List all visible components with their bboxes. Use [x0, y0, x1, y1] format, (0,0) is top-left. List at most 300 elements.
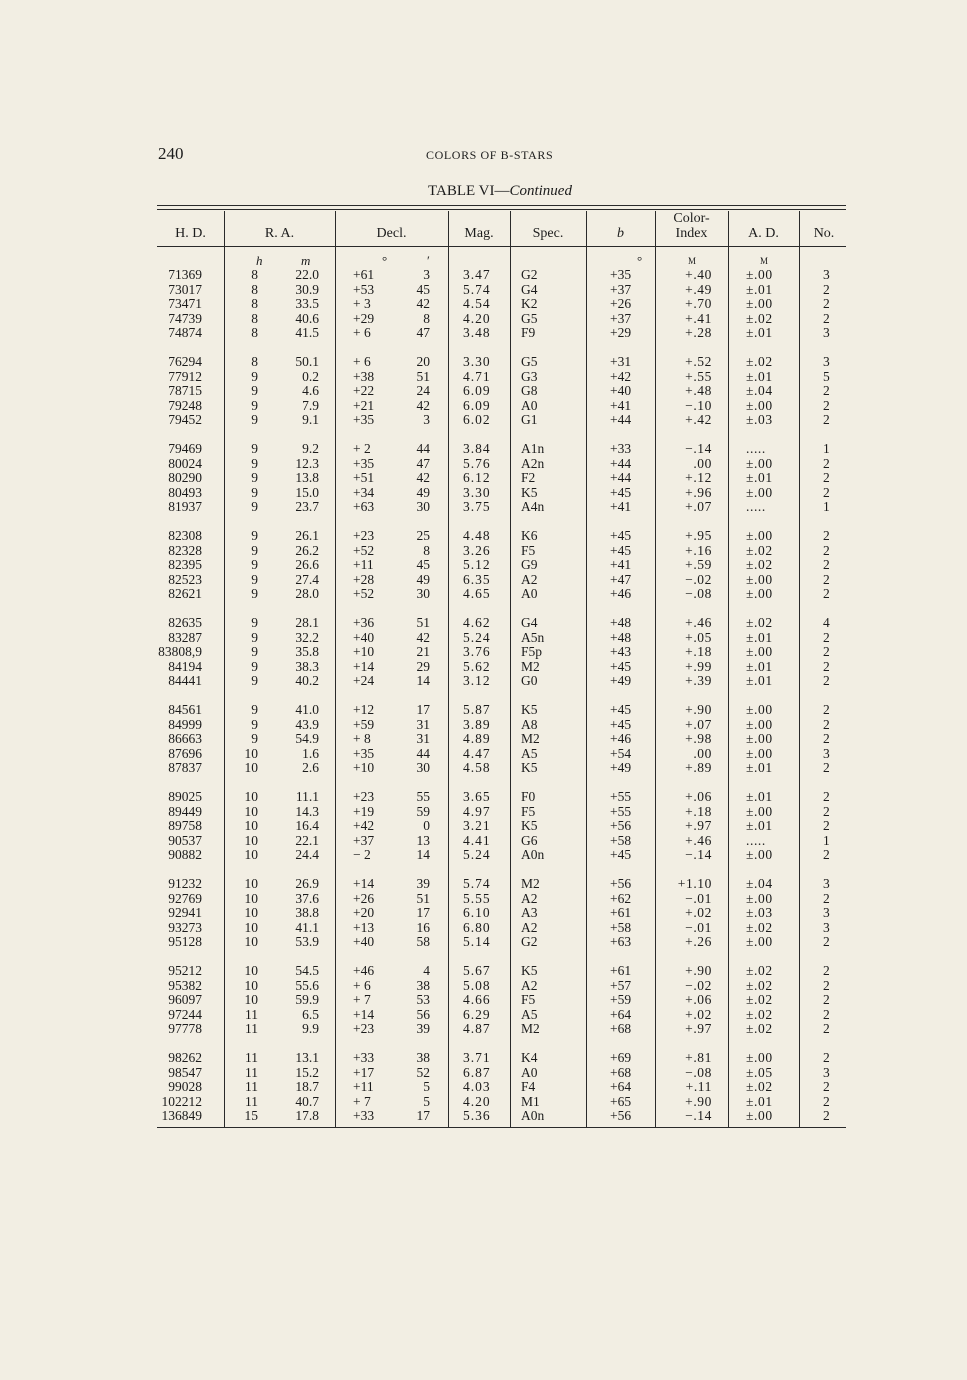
- mag-cell: 3.26: [463, 542, 491, 558]
- decl-degrees-cell: +14: [353, 1006, 375, 1022]
- galactic-latitude-cell: +37: [610, 281, 632, 297]
- decl-degrees-cell: + 6: [353, 325, 371, 340]
- ad-cell: ±.02: [746, 615, 773, 630]
- count-cell: 2: [823, 716, 830, 732]
- spec-cell: A5: [521, 745, 538, 761]
- count-cell: 2: [823, 731, 830, 746]
- mag-cell: 5.74: [463, 281, 491, 297]
- ra-minutes-cell: 53.9: [295, 934, 319, 949]
- galactic-latitude-cell: +45: [610, 716, 632, 732]
- decl-arcmin-cell: 21: [416, 644, 430, 659]
- ad-cell: ±.00: [746, 528, 773, 543]
- hd-cell: 99028: [168, 1079, 202, 1094]
- decl-degrees-cell: +42: [353, 818, 375, 833]
- galactic-latitude-cell: +41: [610, 499, 632, 514]
- table-row: [0, 964, 967, 979]
- spec-cell: A5: [521, 1006, 538, 1022]
- ra-hours-cell: 9: [251, 557, 258, 572]
- decl-degrees-cell: +23: [353, 1021, 375, 1036]
- ra-hours-cell: 10: [244, 876, 258, 891]
- hd-cell: 98547: [168, 1064, 202, 1080]
- spec-cell: A2: [521, 571, 538, 587]
- ad-cell: ±.02: [746, 354, 773, 369]
- color-index-cell: −.10: [685, 397, 712, 413]
- ra-hours-cell: 9: [251, 470, 258, 485]
- galactic-latitude-cell: +58: [610, 832, 632, 848]
- hd-cell: 97244: [168, 1006, 202, 1022]
- decl-degrees-cell: +35: [353, 745, 375, 761]
- galactic-latitude-cell: +61: [610, 963, 632, 978]
- spec-cell: A8: [521, 716, 538, 732]
- ra-minutes-cell: 9.9: [302, 1021, 319, 1036]
- ra-minutes-cell: 32.2: [295, 629, 319, 645]
- ra-hours-cell: 8: [251, 310, 258, 326]
- count-cell: 2: [823, 1006, 830, 1022]
- ra-hours-cell: 10: [244, 803, 258, 819]
- color-index-cell: −.01: [685, 919, 712, 935]
- color-index-cell: +.02: [685, 905, 712, 920]
- spec-cell: A0n: [521, 847, 545, 862]
- decl-arcmin-cell: 51: [416, 615, 430, 630]
- galactic-latitude-cell: +35: [610, 267, 632, 282]
- ra-minutes-cell: 33.5: [295, 296, 319, 311]
- ad-cell: ±.01: [746, 760, 773, 775]
- color-index-cell: +.11: [685, 1079, 712, 1094]
- decl-degrees-cell: +36: [353, 615, 375, 630]
- ra-minutes-cell: 50.1: [295, 354, 319, 369]
- ad-cell: ±.00: [746, 731, 773, 746]
- decl-arcmin-cell: 44: [416, 745, 430, 761]
- color-index-cell: +.89: [685, 760, 712, 775]
- table-title-continued: Continued: [509, 183, 572, 199]
- count-cell: 2: [823, 1079, 830, 1094]
- count-cell: 2: [823, 629, 830, 645]
- color-index-cell: +.16: [685, 542, 712, 558]
- galactic-latitude-cell: +48: [610, 629, 632, 645]
- galactic-latitude-cell: +64: [610, 1079, 632, 1094]
- ra-minutes-cell: 1.6: [302, 745, 319, 761]
- ra-hours-cell: 9: [251, 615, 258, 630]
- decl-degrees-cell: +52: [353, 586, 375, 601]
- ra-minutes-cell: 55.6: [295, 977, 319, 993]
- table-row: [0, 370, 967, 385]
- ra-hours-cell: 9: [251, 702, 258, 717]
- count-cell: 3: [823, 1064, 830, 1080]
- ra-hours-cell: 9: [251, 716, 258, 732]
- decl-arcmin-cell: 39: [416, 876, 430, 891]
- table-row: [0, 1051, 967, 1066]
- hd-cell: 92769: [168, 890, 202, 906]
- spec-cell: A3: [521, 905, 538, 920]
- ad-cell: .....: [746, 832, 766, 848]
- ad-cell: ±.00: [746, 644, 773, 659]
- decl-arcmin-cell: 25: [416, 528, 430, 543]
- count-cell: 2: [823, 1093, 830, 1109]
- decl-degrees-cell: − 2: [353, 847, 371, 862]
- ra-minutes-cell: 26.2: [295, 542, 319, 558]
- color-index-cell: +.81: [685, 1050, 712, 1065]
- color-index-cell: +.59: [685, 557, 712, 572]
- decl-arcmin-cell: 51: [416, 368, 430, 384]
- color-index-cell: −.01: [685, 890, 712, 906]
- decl-arcmin-cell: 3: [423, 412, 430, 427]
- color-index-cell: +.70: [685, 296, 712, 311]
- ad-cell: ±.03: [746, 412, 773, 427]
- table-row: [0, 413, 967, 428]
- spec-cell: A1n: [521, 441, 545, 456]
- count-cell: 2: [823, 470, 830, 485]
- spec-cell: M1: [521, 1093, 540, 1109]
- galactic-latitude-cell: +47: [610, 571, 632, 587]
- mag-cell: 5.14: [463, 934, 491, 949]
- hd-cell: 95212: [168, 963, 202, 978]
- spec-cell: G8: [521, 383, 538, 398]
- decl-degrees-cell: +34: [353, 484, 375, 500]
- spec-cell: F0: [521, 789, 536, 804]
- hd-cell: 136849: [161, 1108, 202, 1123]
- galactic-latitude-cell: +49: [610, 673, 632, 688]
- ad-cell: ±.01: [746, 818, 773, 833]
- color-index-cell: −.02: [685, 977, 712, 993]
- mag-cell: 4.58: [463, 760, 491, 775]
- color-index-cell: .00: [693, 455, 712, 471]
- galactic-latitude-cell: +48: [610, 615, 632, 630]
- color-index-cell: +.05: [685, 629, 712, 645]
- count-cell: 3: [823, 325, 830, 340]
- unit-hours: h: [256, 253, 263, 268]
- header-decl: Decl.: [376, 226, 407, 241]
- galactic-latitude-cell: +45: [610, 528, 632, 543]
- spec-cell: F5p: [521, 644, 543, 659]
- decl-arcmin-cell: 30: [416, 760, 430, 775]
- count-cell: 2: [823, 977, 830, 993]
- hd-cell: 92941: [168, 905, 202, 920]
- decl-arcmin-cell: 8: [423, 542, 430, 558]
- color-index-cell: −.14: [685, 847, 712, 862]
- spec-cell: F9: [521, 325, 536, 340]
- galactic-latitude-cell: +61: [610, 905, 632, 920]
- ra-hours-cell: 10: [244, 905, 258, 920]
- hd-cell: 90537: [168, 832, 202, 848]
- mag-cell: 3.47: [463, 267, 491, 282]
- color-index-cell: +.96: [685, 484, 712, 500]
- ra-hours-cell: 9: [251, 484, 258, 500]
- count-cell: 2: [823, 934, 830, 949]
- color-index-cell: +.97: [685, 818, 712, 833]
- decl-arcmin-cell: 44: [416, 441, 430, 456]
- count-cell: 3: [823, 267, 830, 282]
- decl-degrees-cell: + 8: [353, 731, 371, 746]
- spec-cell: K5: [521, 963, 538, 978]
- galactic-latitude-cell: +42: [610, 368, 632, 384]
- ra-minutes-cell: 15.0: [295, 484, 319, 500]
- ra-hours-cell: 10: [244, 992, 258, 1007]
- unit-b-degrees: °: [637, 253, 643, 268]
- decl-arcmin-cell: 16: [416, 919, 430, 935]
- hd-cell: 84561: [168, 702, 202, 717]
- decl-arcmin-cell: 55: [416, 789, 430, 804]
- color-index-cell: +.99: [685, 658, 712, 674]
- ra-minutes-cell: 16.4: [295, 818, 319, 833]
- mag-cell: 4.66: [463, 992, 491, 1007]
- unit-arcmin: ′: [427, 253, 430, 268]
- group-spacer: [0, 863, 967, 878]
- ad-cell: ±.02: [746, 919, 773, 935]
- galactic-latitude-cell: +57: [610, 977, 632, 993]
- count-cell: 3: [823, 745, 830, 761]
- count-cell: 2: [823, 658, 830, 674]
- mag-cell: 5.24: [463, 629, 491, 645]
- ra-hours-cell: 10: [244, 963, 258, 978]
- decl-arcmin-cell: 14: [416, 847, 430, 862]
- ad-cell: ±.00: [746, 745, 773, 761]
- ra-minutes-cell: 41.1: [295, 919, 319, 935]
- color-index-cell: +.18: [685, 803, 712, 819]
- hd-cell: 83287: [168, 629, 202, 645]
- ra-hours-cell: 11: [245, 1093, 258, 1109]
- spec-cell: G5: [521, 354, 538, 369]
- table-row: [0, 877, 967, 892]
- ad-cell: ±.02: [746, 310, 773, 326]
- color-index-cell: −.08: [685, 1064, 712, 1080]
- mag-cell: 5.55: [463, 890, 491, 906]
- count-cell: 2: [823, 557, 830, 572]
- mag-cell: 4.71: [463, 368, 491, 384]
- decl-arcmin-cell: 17: [416, 905, 430, 920]
- group-spacer: [0, 602, 967, 617]
- galactic-latitude-cell: +45: [610, 658, 632, 674]
- decl-arcmin-cell: 42: [416, 397, 430, 413]
- spec-cell: A2: [521, 919, 538, 935]
- spec-cell: G4: [521, 281, 538, 297]
- group-spacer: [0, 428, 967, 443]
- table-row: [0, 747, 967, 762]
- decl-arcmin-cell: 56: [416, 1006, 430, 1022]
- ra-minutes-cell: 9.2: [302, 441, 319, 456]
- decl-degrees-cell: +37: [353, 832, 375, 848]
- color-index-cell: +.52: [685, 354, 712, 369]
- count-cell: 2: [823, 760, 830, 775]
- galactic-latitude-cell: +69: [610, 1050, 632, 1065]
- mag-cell: 5.12: [463, 557, 491, 572]
- galactic-latitude-cell: +31: [610, 354, 632, 369]
- table-row: [0, 297, 967, 312]
- ra-hours-cell: 11: [245, 1021, 258, 1036]
- count-cell: 2: [823, 484, 830, 500]
- ad-cell: .....: [746, 499, 766, 514]
- hd-cell: 71369: [168, 267, 202, 282]
- decl-degrees-cell: +40: [353, 934, 375, 949]
- ra-hours-cell: 9: [251, 571, 258, 587]
- decl-arcmin-cell: 29: [416, 658, 430, 674]
- mag-cell: 3.48: [463, 325, 491, 340]
- count-cell: 2: [823, 1108, 830, 1123]
- decl-degrees-cell: +14: [353, 876, 375, 891]
- hd-cell: 79248: [168, 397, 202, 413]
- mag-cell: 3.71: [463, 1050, 491, 1065]
- ad-cell: ±.00: [746, 803, 773, 819]
- decl-arcmin-cell: 47: [416, 455, 430, 471]
- unit-degrees: °: [382, 253, 388, 268]
- ra-minutes-cell: 4.6: [302, 383, 319, 398]
- table-row: [0, 645, 967, 660]
- ad-cell: ±.01: [746, 629, 773, 645]
- running-head: COLORS OF B-STARS: [426, 148, 554, 162]
- color-index-cell: +.39: [685, 673, 712, 688]
- table-row: [0, 268, 967, 283]
- header-mag: Mag.: [464, 226, 494, 241]
- decl-degrees-cell: +14: [353, 658, 375, 674]
- decl-degrees-cell: +26: [353, 890, 375, 906]
- galactic-latitude-cell: +33: [610, 441, 632, 456]
- count-cell: 2: [823, 789, 830, 804]
- mag-cell: 4.87: [463, 1021, 491, 1036]
- ad-cell: ±.00: [746, 455, 773, 471]
- mag-cell: 5.74: [463, 876, 491, 891]
- ad-cell: ±.02: [746, 542, 773, 558]
- hd-cell: 79452: [168, 412, 202, 427]
- color-index-cell: +.26: [685, 934, 712, 949]
- hd-cell: 89758: [168, 818, 202, 833]
- color-index-cell: +.48: [685, 383, 712, 398]
- ra-hours-cell: 9: [251, 731, 258, 746]
- table-row: [0, 674, 967, 689]
- decl-arcmin-cell: 5: [423, 1079, 430, 1094]
- decl-degrees-cell: +17: [353, 1064, 375, 1080]
- bottom-rule: [157, 1127, 846, 1128]
- spec-cell: K5: [521, 702, 538, 717]
- ra-hours-cell: 10: [244, 919, 258, 935]
- header-color-index-2: Index: [675, 226, 708, 241]
- table-row: [0, 1080, 967, 1095]
- galactic-latitude-cell: +45: [610, 542, 632, 558]
- mag-cell: 6.12: [463, 470, 491, 485]
- ad-cell: ±.01: [746, 470, 773, 485]
- galactic-latitude-cell: +44: [610, 455, 632, 471]
- color-index-cell: +.49: [685, 281, 712, 297]
- ra-minutes-cell: 12.3: [295, 455, 319, 471]
- ra-hours-cell: 9: [251, 441, 258, 456]
- unit-minutes: m: [301, 253, 311, 268]
- spec-cell: G0: [521, 673, 538, 688]
- count-cell: 2: [823, 963, 830, 978]
- ra-minutes-cell: 43.9: [295, 716, 319, 732]
- ad-cell: ±.00: [746, 716, 773, 732]
- decl-degrees-cell: +10: [353, 644, 375, 659]
- hd-cell: 95128: [168, 934, 202, 949]
- color-index-cell: +.07: [685, 499, 712, 514]
- ra-hours-cell: 10: [244, 977, 258, 993]
- count-cell: 2: [823, 397, 830, 413]
- spec-cell: K5: [521, 818, 538, 833]
- header-color-index-1: Color-: [673, 211, 710, 226]
- count-cell: 4: [823, 615, 830, 630]
- count-cell: 2: [823, 803, 830, 819]
- spec-cell: K2: [521, 296, 538, 311]
- ra-hours-cell: 11: [245, 1006, 258, 1022]
- table-row: [0, 399, 967, 414]
- ra-minutes-cell: 2.6: [302, 760, 319, 775]
- decl-arcmin-cell: 14: [416, 673, 430, 688]
- ra-minutes-cell: 18.7: [295, 1079, 319, 1094]
- hd-cell: 84999: [168, 716, 202, 732]
- table-row: [0, 892, 967, 907]
- table-row: [0, 355, 967, 370]
- spec-cell: G9: [521, 557, 538, 572]
- table-row: [0, 283, 967, 298]
- count-cell: 2: [823, 296, 830, 311]
- ra-hours-cell: 11: [245, 1050, 258, 1065]
- mag-cell: 3.30: [463, 354, 491, 369]
- group-spacer: [0, 515, 967, 530]
- mag-cell: 3.21: [463, 818, 491, 833]
- ra-hours-cell: 9: [251, 412, 258, 427]
- ra-hours-cell: 9: [251, 499, 258, 514]
- spec-cell: G4: [521, 615, 538, 630]
- mag-cell: 3.75: [463, 499, 491, 514]
- decl-degrees-cell: + 2: [353, 441, 371, 456]
- color-index-cell: +.02: [685, 1006, 712, 1022]
- table-row: [0, 761, 967, 776]
- mag-cell: 6.29: [463, 1006, 491, 1022]
- decl-arcmin-cell: 5: [423, 1093, 430, 1109]
- decl-degrees-cell: +28: [353, 571, 375, 587]
- hd-cell: 87696: [168, 745, 202, 761]
- count-cell: 2: [823, 847, 830, 862]
- decl-arcmin-cell: 38: [416, 977, 430, 993]
- decl-degrees-cell: +33: [353, 1108, 375, 1123]
- hd-cell: 84194: [168, 658, 202, 674]
- header-spec: Spec.: [532, 226, 564, 241]
- group-spacer: [0, 776, 967, 791]
- decl-degrees-cell: + 6: [353, 354, 371, 369]
- color-index-cell: +.18: [685, 644, 712, 659]
- ra-minutes-cell: 28.0: [295, 586, 319, 601]
- mag-cell: 3.76: [463, 644, 491, 659]
- hd-cell: 78715: [168, 383, 202, 398]
- decl-degrees-cell: + 6: [353, 977, 371, 993]
- ad-cell: ±.04: [746, 383, 773, 398]
- ad-cell: ±.01: [746, 789, 773, 804]
- hd-cell: 80493: [168, 484, 202, 500]
- ad-cell: ±.00: [746, 1108, 773, 1123]
- decl-arcmin-cell: 31: [416, 731, 430, 746]
- galactic-latitude-cell: +56: [610, 876, 632, 891]
- table-row: [0, 573, 967, 588]
- ra-minutes-cell: 24.4: [295, 847, 319, 862]
- table-row: [0, 471, 967, 486]
- hd-cell: 98262: [168, 1050, 202, 1065]
- color-index-cell: +.06: [685, 789, 712, 804]
- decl-degrees-cell: +33: [353, 1050, 375, 1065]
- count-cell: 3: [823, 905, 830, 920]
- galactic-latitude-cell: +41: [610, 397, 632, 413]
- hd-cell: 89449: [168, 803, 202, 819]
- group-spacer: [0, 341, 967, 356]
- decl-degrees-cell: +13: [353, 919, 375, 935]
- hd-cell: 93273: [168, 919, 202, 935]
- decl-arcmin-cell: 20: [416, 354, 430, 369]
- header-rule: [157, 246, 846, 247]
- header-no: No.: [813, 226, 835, 241]
- hd-cell: 73471: [168, 296, 202, 311]
- galactic-latitude-cell: +37: [610, 310, 632, 326]
- decl-degrees-cell: +20: [353, 905, 375, 920]
- mag-cell: 3.65: [463, 789, 491, 804]
- count-cell: 2: [823, 702, 830, 717]
- decl-arcmin-cell: 38: [416, 1050, 430, 1065]
- decl-arcmin-cell: 30: [416, 499, 430, 514]
